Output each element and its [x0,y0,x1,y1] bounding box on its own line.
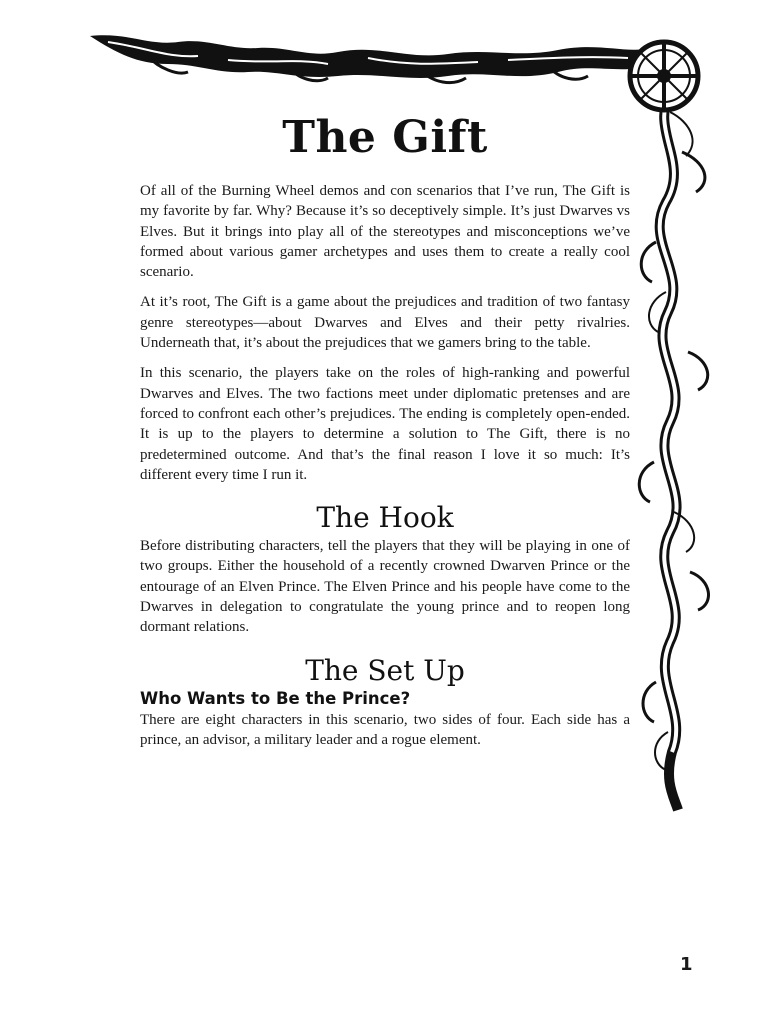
intro-paragraph-1: Of all of the Burning Wheel demos and con scenarios that I’ve run, The Gift is my favorite by far. Why? Because it’s so deceptively simple. It’s just Dwarves vs Elves. But it brings into play all of the stereotypes and misconceptions we’ve formed about various gamer archetypes and uses them to create a really cool scenario. [140,183,630,281]
intro-paragraph-3: In this scenario, the players take on the roles of high-ranking and powerful Dwarves and Elves. The two factions meet under diplomatic pretenses and are forced to confront each other’s prejudices. The ending is completely open-ended. It is up to the players to determine a solution to The Gift, there is no predetermined outcome. And that’s the final reason I love it so much: It’s different every time I run it. [140,365,630,483]
page-content [140,112,630,760]
intro-paragraph-2: At it’s root, The Gift is a game about the prejudices and tradition of two fantasy genre stereotypes—about Dwarves and Elves and their petty rivalries. Underneath that, it’s about the prejudices that we gamers bring to the table. [140,294,630,352]
section-heading-setup: The Set Up [305,653,465,687]
subheading-prince: Who Wants to Be the Prince? [140,688,411,708]
section-heading-hook: The Hook [316,501,454,535]
page-number: 1 [680,954,693,975]
setup-paragraph: There are eight characters in this scenario, two sides of four. Each side has a prince, an advisor, a military leader and a rogue element. [140,711,630,748]
spoked-wheel-icon [626,38,702,114]
hook-paragraph: Before distributing characters, tell the players that they will be playing in one of two groups. Either the household of a recently crowned Dwarven Prince or the entourage of an Elven Prince. The Elven Prince and his people have come to the Dwarves in delegation to congratulate the young prince and to reopen long dormant relations. [140,538,630,636]
right-flame-vine-border-icon [630,92,720,812]
page-title: The Gift [282,112,488,163]
